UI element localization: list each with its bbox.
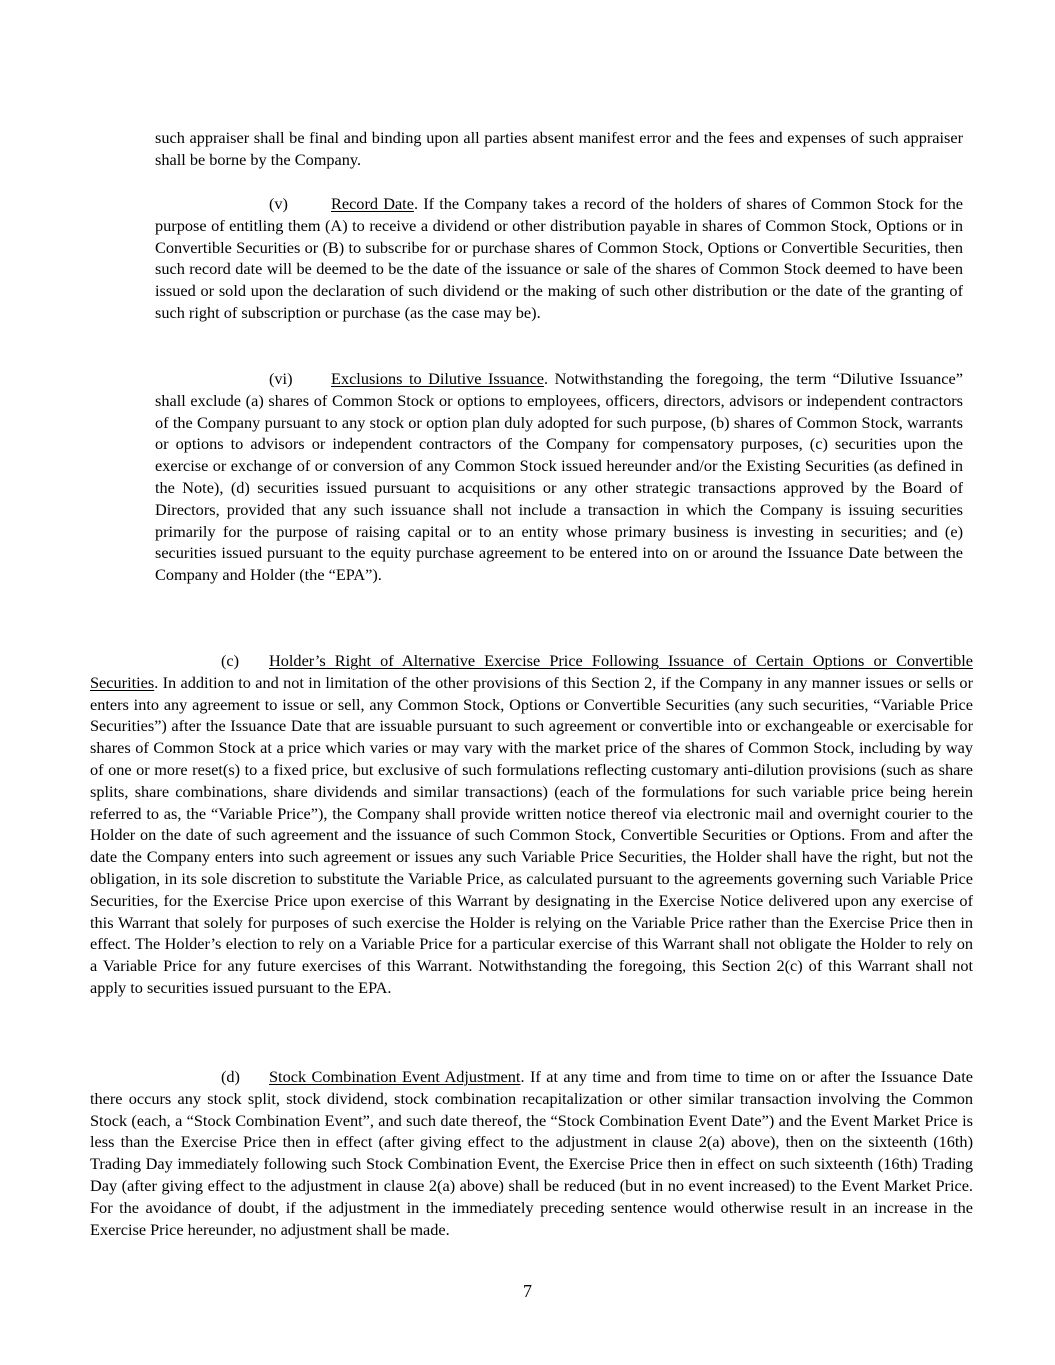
page-number: 7	[523, 1281, 532, 1301]
alternative-exercise-paragraph	[90, 650, 973, 999]
alternative-exercise-number: (c)	[221, 651, 240, 670]
exclusions-paragraph	[155, 368, 963, 586]
stock-combination-paragraph	[90, 1066, 973, 1240]
record-date-heading: Record Date	[331, 194, 414, 213]
exclusions-heading: Exclusions to Dilutive Issuance	[331, 369, 545, 388]
exclusions-body: . Notwithstanding the foregoing, the term “Dilutive Issuance” shall exclude (a) shares of Common Stock or options to employees, officers, directors, advisors or independent contractors of the Company pursuant to any stock or option plan duly adopted for such purpose, (b) shares of Common Stock, warrants or options to advisors or independent contractors of the Company for compensatory purposes, (c) securities upon the exercise or exchange of or conversion of any Common Stock issued hereunder and/or the Existing Securities (as defined in the Note), (d) securities issued pursuant to acquisitions or any other strategic transactions approved by the Board of Directors, provided that any such issuance shall not include a transaction in which the Company is issuing securities primarily for the purpose of raising capital or to an entity whose primary business is investing in securities; and (e) securities issued pursuant to the equity purchase agreement to be entered into on or around the Issuance Date between the Company and Holder (the “EPA”).	[155, 369, 963, 585]
record-date-paragraph	[155, 193, 963, 324]
exclusions-number: (vi)	[269, 369, 293, 388]
continuation-paragraph	[155, 127, 963, 171]
continuation-text: such appraiser shall be final and binding upon all parties absent manifest error and the fees and expenses of such appraiser shall be borne by the Company.	[155, 128, 963, 169]
alternative-exercise-heading: Holder’s Right of Alternative Exercise Price Following Issuance of Certain Options or Convertible Securities	[90, 651, 973, 692]
record-date-body: . If the Company takes a record of the holders of shares of Common Stock for the purpose of entitling them (A) to receive a dividend or other distribution payable in shares of Common Stock, Options or in Convertible Securities or (B) to subscribe for or purchase shares of Common Stock, Options or Convertible Securities, then such record date will be deemed to be the date of the issuance or sale of the shares of Common Stock deemed to have been issued or sold upon the declaration of such dividend or the making of such other distribution or the date of the granting of such right of subscription or purchase (as the case may be).	[155, 194, 963, 322]
stock-combination-number: (d)	[221, 1067, 240, 1086]
alternative-exercise-body: . In addition to and not in limitation of the other provisions of this Section 2, if the Company in any manner issues or sells or enters into any agreement to issue or sell, any Common Stock, Options or Convertible Securities (any such securities, “Variable Price Securities”) after the Issuance Date that are issuable pursuant to such agreement or convertible into or exchangeable or exercisable for shares of Common Stock at a price which varies or may vary with the market price of the shares of Common Stock, including by way of one or more reset(s) to a fixed price, but exclusive of such formulations reflecting customary anti-dilution provisions (such as share splits, share combinations, share dividends and similar transactions) (each of the formulations for such variable price being herein referred to as, the “Variable Price”), the Company shall provide written notice thereof via electronic mail and overnight courier to the Holder on the date of such agreement and the issuance of such Common Stock, Convertible Securities or Options. From and after the date the Company enters into such agreement or issues any such Variable Price Securities, the Holder shall have the right, but not the obligation, in its sole discretion to substitute the Variable Price, as calculated pursuant to the agreements governing such Variable Price Securities, for the Exercise Price upon exercise of this Warrant by designating in the Exercise Notice delivered upon any exercise of this Warrant that solely for purposes of such exercise the Holder is relying on the Variable Price rather than the Exercise Price then in effect. The Holder’s election to rely on a Variable Price for a particular exercise of this Warrant shall not obligate the Holder to rely on a Variable Price for any future exercises of this Warrant. Notwithstanding the foregoing, this Section 2(c) of this Warrant shall not apply to securities issued pursuant to the EPA.	[90, 672, 973, 997]
record-date-number: (v)	[269, 194, 288, 213]
stock-combination-heading: Stock Combination Event Adjustment	[269, 1067, 521, 1086]
stock-combination-body: . If at any time and from time to time on or after the Issuance Date there occurs any stock split, stock dividend, stock combination recapitalization or other similar transaction involving the Common Stock (each, a “Stock Combination Event”, and such date thereof, the “Stock Combination Event Date”) and the Event Market Price is less than the Exercise Price then in effect (after giving effect to the adjustment in clause 2(a) above), then on the sixteenth (16th) Trading Day immediately following such Stock Combination Event, the Exercise Price then in effect on such sixteenth (16th) Trading Day (after giving effect to the adjustment in clause 2(a) above) shall be reduced (but in no event increased) to the Event Market Price. For the avoidance of doubt, if the adjustment in the immediately preceding sentence would otherwise result in an increase in the Exercise Price hereunder, no adjustment shall be made.	[90, 1067, 974, 1239]
